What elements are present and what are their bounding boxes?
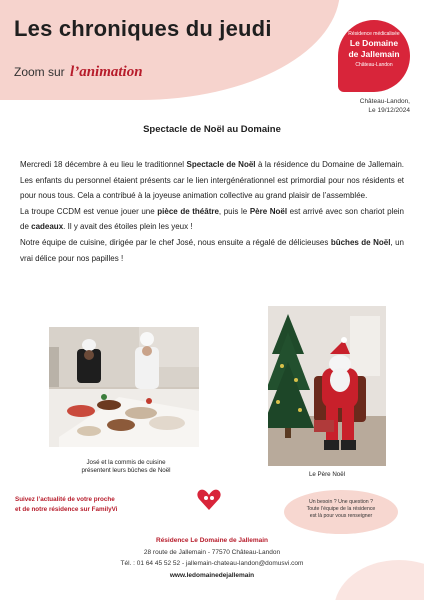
footer (0, 535, 424, 581)
paragraph-2: La troupe CCDM est venue jouer une pièce de théâtre, puis le Père Noël est arrivé avec son chariot plein de cadeaux. Il y avait des étoiles plein les yeux ! (20, 206, 404, 232)
footer-name: Résidence Le Domaine de Jallemain (156, 537, 268, 544)
zoom-topic: l’animation (70, 64, 143, 80)
residence-logo (338, 20, 410, 92)
logo-name-line2: de Jallemain (348, 49, 400, 59)
footer-website-link[interactable]: www.ledomainedejallemain (169, 571, 255, 579)
article-body (20, 157, 404, 266)
place-date (360, 97, 410, 115)
page-title: Les chroniques du jeudi (14, 16, 272, 41)
photo2-caption: Le Père Noël (308, 471, 346, 478)
familyvi-promo: Suivez l’actualité de votre proche et de notre résidence sur FamilyVi (15, 496, 118, 513)
photo-pere-noel (268, 306, 386, 466)
footer-address: 28 route de Jallemain - 77570 Château-Landon (143, 548, 281, 556)
photo1-caption: José et la commis de cuisine présentent leurs bûches de Noël (81, 459, 171, 474)
logo-tagline: Résidence médicalisée (348, 31, 400, 37)
header-background (0, 0, 340, 100)
paragraph-1: Mercredi 18 décembre à eu lieu le traditionnel Spectacle de Noël à la résidence du Domaine de Jallemain. Les enfants du personnel étaient présents car le lien intergénérationnel est primordial pour nos résidents et pour nous tous. Cela a contribué à la joyeuse animation collective au grand plaisir de l’assemblée. (20, 160, 405, 201)
logo-city: Château-Landon (355, 62, 393, 68)
zoom-prefix: Zoom sur (14, 65, 65, 79)
familyvi-heart-icon (196, 488, 222, 512)
photo-chefs-buches (49, 327, 199, 447)
help-bubble: Un besoin ? Une question ? Toute l’équipe de la résidence est là pour vous renseigner (284, 490, 398, 534)
article-heading: Spectacle de Noël au Domaine (143, 124, 281, 135)
place-city: Château-Landon, (359, 98, 410, 105)
paragraph-3: Notre équipe de cuisine, dirigée par le chef José, nous ensuite a régalé de délicieuses bûches de Noël, un vrai délice pour nos papilles ! (20, 237, 404, 263)
zoom-subtitle (14, 64, 143, 81)
logo-name-line1: Le Domaine (349, 38, 399, 48)
place-date-value: Le 19/12/2024 (368, 107, 410, 114)
footer-contact: Tél. : 01 64 45 52 52 - jallemain-chateau-landon@domusvi.com (120, 560, 304, 567)
